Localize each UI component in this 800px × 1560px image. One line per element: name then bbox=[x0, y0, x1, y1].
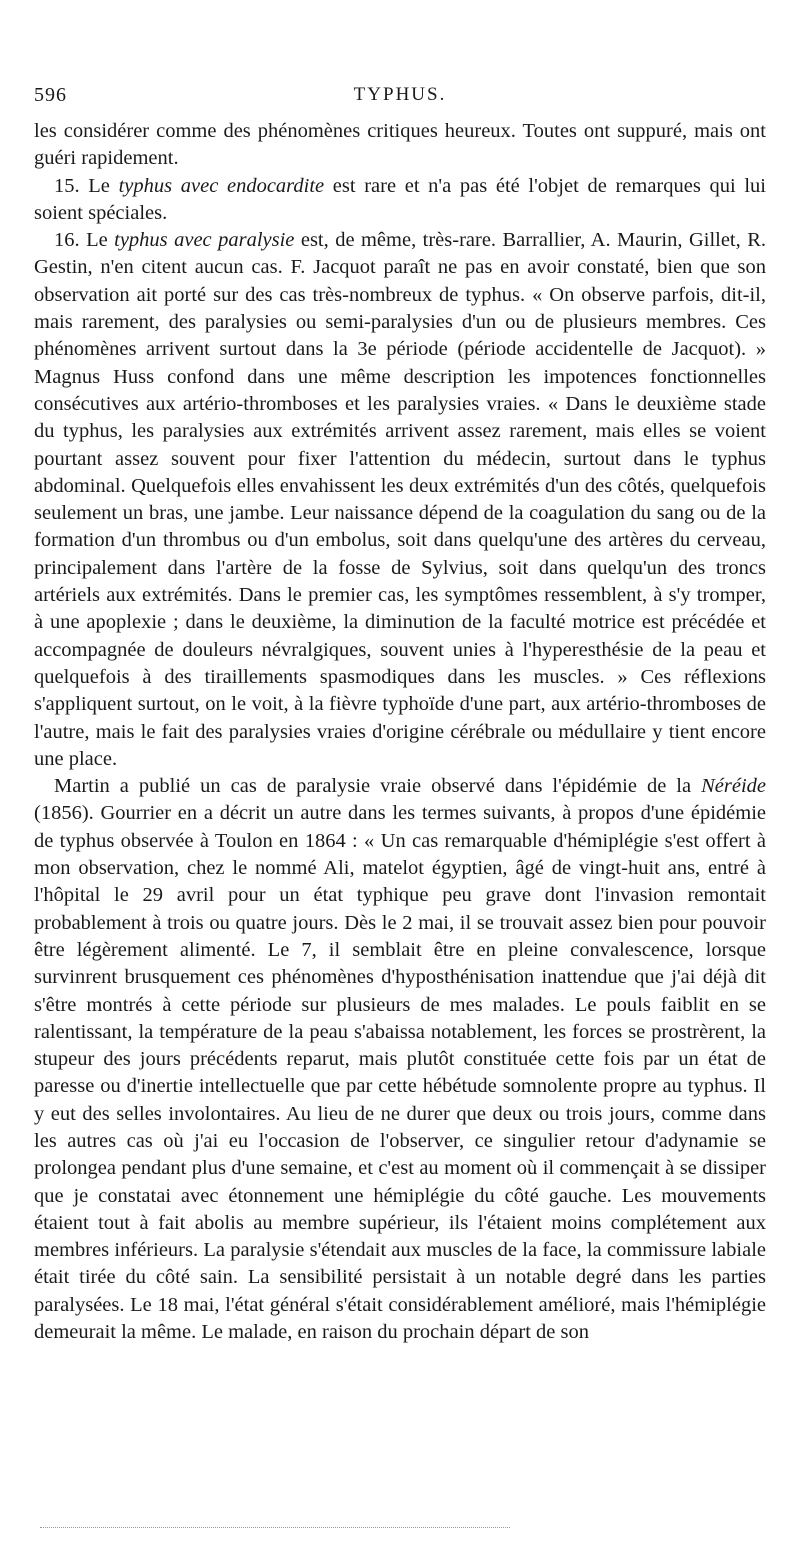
text-segment: les considérer comme des phénomènes critiques heureux. Toutes ont suppuré, mais ont guéri rapidement. bbox=[34, 120, 766, 170]
text-segment: 15. Le bbox=[54, 174, 119, 197]
running-title: TYPHUS. bbox=[353, 84, 447, 105]
italic-term: typhus avec endocardite bbox=[118, 174, 325, 197]
text-segment: (1856). Gourrier en a décrit un autre dans les termes suivants, à propos d'une épidémie de typhus observée à Toulon en 1864 : « Un cas remarquable d'hémiplégie s'est offert à mon observation, chez le nommé Ali, matelot égyptien, âgé de vingt-huit ans, entré à l'hôpital le 29 avril pour un état typhique peu grave dont l'invasion remontait probablement à trois ou quatre jours. Dès le 2 mai, il se trouvait assez bien pour pouvoir être légèrement alimenté. Le 7, il semblait être en pleine convalescence, lorsque survinrent brusquement ces phénomènes d'hyposthénisation inattendue que j'ai déjà dit s'être montrés à cette période sur plusieurs de mes malades. Le pouls faiblit en se ralentissant, la température de la peau s'abaissa notablement, les forces se prostrèrent, la stupeur des jours précédents reparut, mais plutôt constituée cette fois par un état de paresse ou d'inertie intellectuelle que par cette hébétude somnolente propre au typhus. Il y eut des selles involontaires. Au lieu de ne durer que deux ou trois jours, comme dans les autres cas où j'ai eu l'occasion de l'observer, ce singulier retour d'adynamie se prolongea pendant plus d'une semaine, et c'est au moment où il commençait à se dissiper que je constatai avec étonnement une hémiplégie du côté gauche. Les mouvements étaient tout à fait abolis au membre supérieur, ils l'étaient moins complétement aux membres inférieurs. La paralysie s'étendait aux muscles de la face, la commissure labiale était tirée du côté sain. La sensibilité persistait à un notable degré dans les parties paralysées. Le 18 mai, l'état général s'était considérablement amélioré, mais l'hémiplégie demeurait la même. Le malade, en raison du prochain départ de son bbox=[34, 802, 766, 1344]
text-segment: Martin a publié un cas de paralysie vraie observé dans l'épidémie de la bbox=[54, 775, 702, 798]
paragraph-continuation bbox=[34, 118, 766, 173]
text-segment: 16. Le bbox=[54, 229, 115, 252]
footer-rule bbox=[40, 1527, 510, 1528]
italic-term: typhus avec paralysie bbox=[114, 229, 295, 252]
paragraph-item-16 bbox=[34, 227, 766, 773]
page-number: 596 bbox=[34, 84, 67, 106]
text-segment: est, de même, très-rare. Barrallier, A. Maurin, Gillet, R. Gestin, n'en citent aucun cas. F. Jacquot paraît ne pas en avoir constaté, bien que son observation ait porté sur des cas très-nombreux de typhus. « On observe parfois, dit-il, mais rarement, des paralysies ou semi-paralysies d'un ou de plusieurs membres. Ces phénomènes arrivent surtout dans la 3e période (période accidentelle de Jacquot). » Magnus Huss confond dans une même description les impotences fonctionnelles consécutives aux artério-thromboses et les paralysies vraies. « Dans le deuxième stade du typhus, les paralysies aux extrémités arrivent assez rarement, mais elles se voient pourtant assez souvent pour fixer l'attention du médecin, surtout dans le typhus abdominal. Quelquefois elles envahissent les deux extrémités d'un des côtés, quelquefois seulement un bras, une jambe. Leur naissance dépend de la coagulation du sang ou de la formation d'un thrombus ou d'un embolus, soit dans quelqu'une des artères du cerveau, principalement dans l'artère de la fosse de Sylvius, soit dans quelqu'un des troncs artériels aux extrémités. Dans le premier cas, les symptômes ressemblent, à s'y tromper, à une apoplexie ; dans le deuxième, la diminution de la faculté motrice est précédée et accompagnée de douleurs névralgiques, souvent unies à l'hyperesthésie de la peau et quelquefois à des tiraillements spasmodiques dans les muscles. » Ces réflexions s'appliquent surtout, on le voit, à la fièvre typhoïde d'une part, aux artério-thromboses de l'autre, mais le fait des paralysies vraies d'origine cérébrale ou médullaire y tient encore une place. bbox=[34, 229, 766, 770]
body-text bbox=[34, 118, 766, 1346]
italic-ship-name: Néréide bbox=[701, 775, 766, 798]
paragraph-item-15 bbox=[34, 173, 766, 228]
text-segment: est rare et n'a pas été l'objet de remarques qui lui soient spéciales. bbox=[34, 174, 766, 224]
page-header bbox=[34, 84, 766, 110]
paragraph-martin bbox=[34, 773, 766, 1346]
